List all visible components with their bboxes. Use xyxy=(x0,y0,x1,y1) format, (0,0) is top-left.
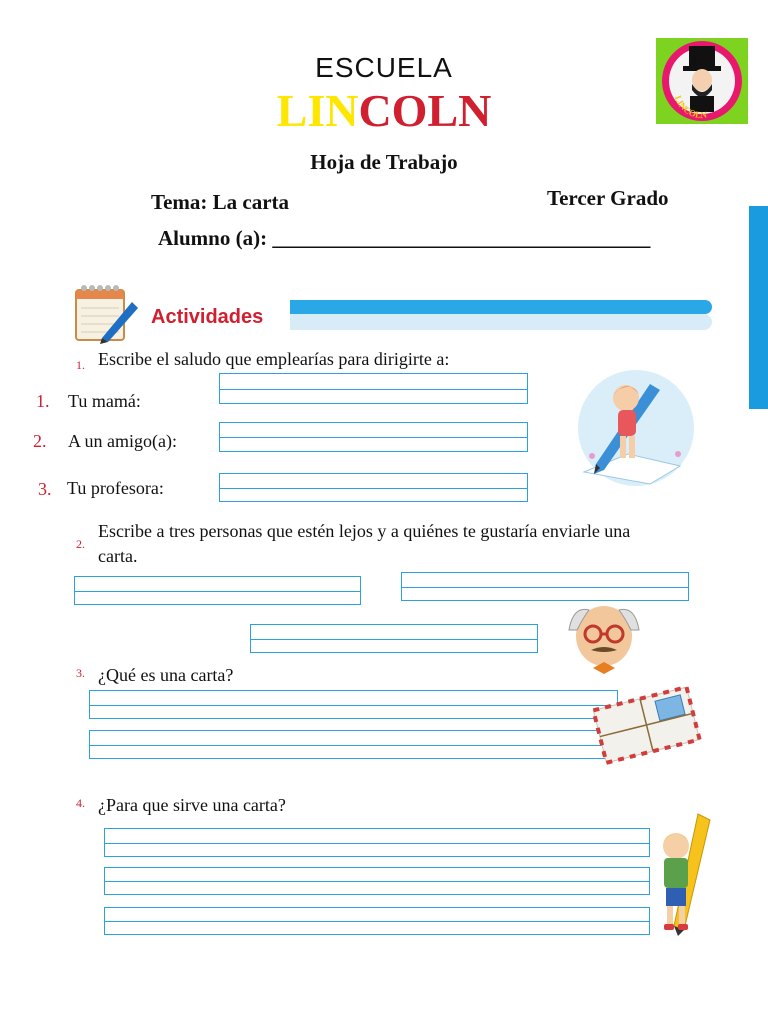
worksheet-title: Hoja de Trabajo xyxy=(310,150,458,174)
q4-answer-line-2[interactable] xyxy=(104,867,650,895)
lincoln-logo-icon xyxy=(656,38,748,124)
professor-illustration xyxy=(563,600,645,678)
activities-banner-bar xyxy=(290,300,712,314)
q4-number: 4. xyxy=(76,796,85,810)
boy-with-pencil-illustration xyxy=(654,812,714,936)
q2-answer-person-1[interactable] xyxy=(74,576,361,605)
q1-answer-friend[interactable] xyxy=(219,422,528,452)
envelope-illustration xyxy=(590,680,702,766)
q3-answer-line-1[interactable] xyxy=(89,690,618,719)
school-lincoln xyxy=(0,85,768,136)
q1-item1-label: Tu mamá: xyxy=(68,391,141,411)
q1-item2-number: 2. xyxy=(33,431,47,451)
school-logo xyxy=(656,38,748,124)
lincoln-part-yellow: LIN xyxy=(276,85,359,136)
q4-text: ¿Para que sirve una carta? xyxy=(98,795,286,815)
q1-answer-mom[interactable] xyxy=(219,373,528,404)
grade-label: Tercer Grado xyxy=(547,186,669,210)
activities-heading: Actividades xyxy=(151,306,264,328)
lincoln-part-red: COLN xyxy=(358,85,492,136)
q2-number: 2. xyxy=(76,537,85,551)
q2-answer-person-3[interactable] xyxy=(250,624,538,653)
girl-with-pencil-illustration xyxy=(570,368,702,486)
side-tab-marker xyxy=(749,206,768,409)
q2-answer-person-2[interactable] xyxy=(401,572,689,601)
q3-text: ¿Qué es una carta? xyxy=(98,665,234,685)
q3-number: 3. xyxy=(76,666,85,680)
student-name-line: Alumno (a): ____________________________________ xyxy=(158,226,651,250)
q1-answer-teacher[interactable] xyxy=(219,473,528,502)
q2-text-line2: carta. xyxy=(98,546,138,566)
q1-item3-number: 3. xyxy=(38,479,52,499)
school-name: ESCUELA xyxy=(315,52,453,83)
q4-answer-line-1[interactable] xyxy=(104,828,650,857)
q3-answer-line-2[interactable] xyxy=(89,730,618,759)
q1-item3-label: Tu profesora: xyxy=(67,478,164,498)
topic-label: Tema: La carta xyxy=(151,190,290,214)
q4-answer-line-3[interactable] xyxy=(104,907,650,935)
notebook-pen-icon xyxy=(72,280,140,344)
q1-item2-label: A un amigo(a): xyxy=(68,431,177,451)
q1-item1-number: 1. xyxy=(36,391,50,411)
activities-banner-shadow xyxy=(290,314,712,330)
logo-text: LINCOLN xyxy=(672,94,708,121)
q1-text: Escribe el saludo que emplearías para dirigirte a: xyxy=(98,349,450,369)
q1-number: 1. xyxy=(76,358,85,372)
q2-text-line1: Escribe a tres personas que estén lejos y a quiénes te gustaría enviarle una xyxy=(98,521,631,541)
